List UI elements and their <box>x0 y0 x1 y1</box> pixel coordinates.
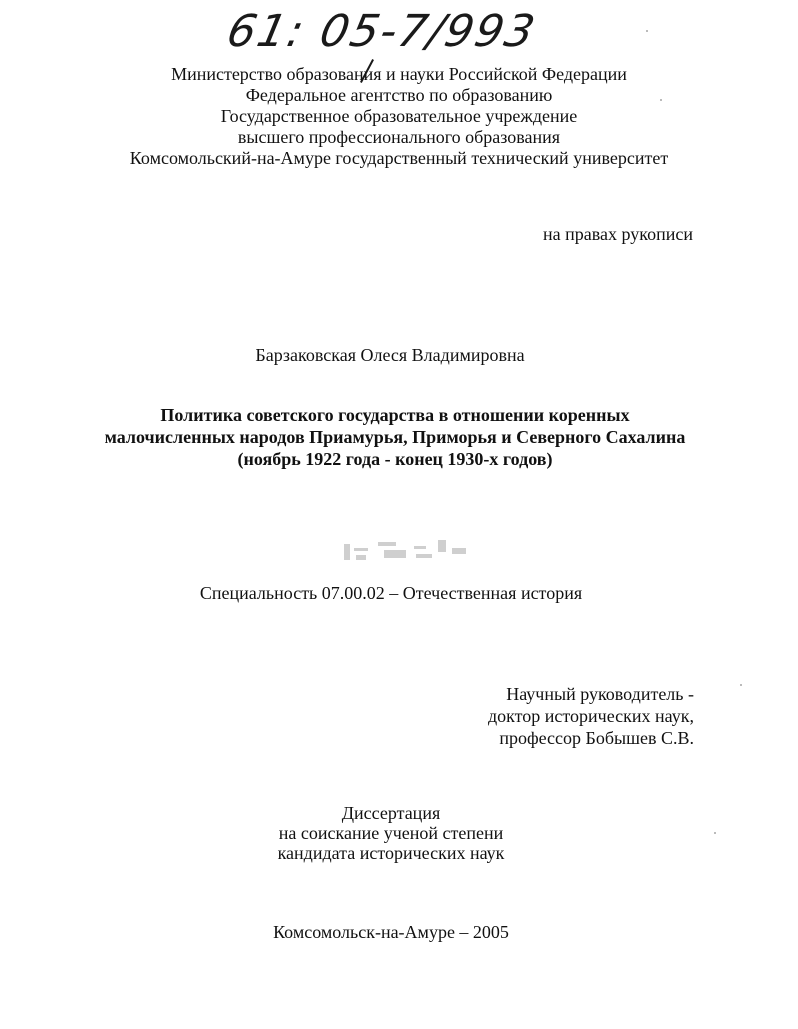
dissertation-degree: кандидата исторических наук <box>277 843 505 863</box>
dissertation-label: Диссертация <box>341 803 441 823</box>
scan-speck <box>646 30 648 32</box>
supervisor-role: Научный руководитель - <box>506 684 694 704</box>
faded-stamp <box>344 540 472 564</box>
dissertation-purpose: на соискание ученой степени <box>278 823 504 843</box>
supervisor-name: профессор Бобышев С.В. <box>499 728 694 748</box>
supervisor-block <box>488 683 694 749</box>
city-year: Комсомольск-на-Амуре – 2005 <box>273 922 509 942</box>
author-name: Барзаковская Олеся Владимировна <box>255 345 525 365</box>
header-institution-type: Государственное образовательное учреждение <box>220 106 578 126</box>
scan-speck <box>714 832 716 834</box>
manuscript-rights-note: на правах рукописи <box>543 224 693 244</box>
header-education-level: высшего профессионального образования <box>237 127 561 147</box>
header-agency: Федеральное агентство по образованию <box>245 85 553 105</box>
title-line-2: малочисленных народов Приамурья, Приморья и Северного Сахалина <box>104 427 686 447</box>
institution-header <box>0 64 798 169</box>
header-university: Комсомольский-на-Амуре государственный технический университет <box>129 148 669 168</box>
dissertation-block <box>0 803 782 863</box>
dissertation-title <box>0 404 790 470</box>
scan-speck <box>660 99 662 101</box>
scan-speck <box>740 684 742 686</box>
title-line-1: Политика советского государства в отношении коренных <box>160 405 630 425</box>
title-line-3: (ноябрь 1922 года - конец 1930-х годов) <box>237 449 553 469</box>
supervisor-degree: доктор исторических наук, <box>488 706 694 726</box>
handwritten-archive-code: 61: 05-7/993 <box>222 6 541 57</box>
header-ministry: Министерство образования и науки Российской Федерации <box>171 64 627 84</box>
specialty-line: Специальность 07.00.02 – Отечественная история <box>199 583 583 603</box>
